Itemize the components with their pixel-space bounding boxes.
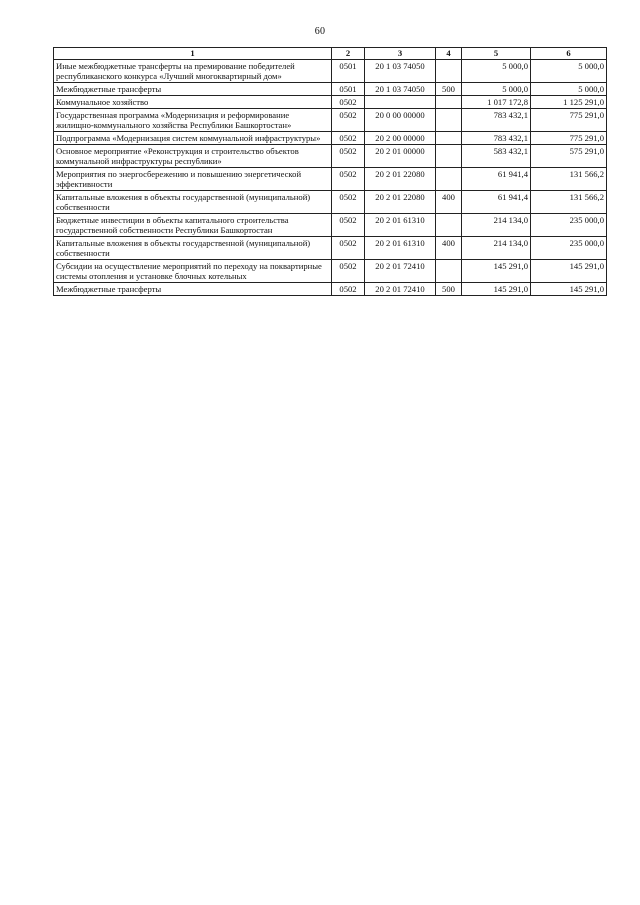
row-amount-col5: 5 000,0 <box>462 83 531 96</box>
row-expense-type <box>436 109 462 132</box>
row-expense-type <box>436 145 462 168</box>
row-expense-type <box>436 168 462 191</box>
row-expense-type <box>436 260 462 283</box>
row-expense-type: 500 <box>436 283 462 296</box>
table-header-row <box>54 48 607 60</box>
row-amount-col6: 235 000,0 <box>531 214 607 237</box>
row-expense-type <box>436 60 462 83</box>
row-amount-col5: 1 017 172,8 <box>462 96 531 109</box>
row-amount-col5: 214 134,0 <box>462 214 531 237</box>
row-amount-col5: 61 941,4 <box>462 191 531 214</box>
row-name: Основное мероприятие «Реконструкция и строительство объектов коммунальной инфраструктуры республики» <box>54 145 332 168</box>
row-name: Коммунальное хозяйство <box>54 96 332 109</box>
row-name: Мероприятия по энергосбережению и повышению энергетической эффективности <box>54 168 332 191</box>
row-expense-type: 500 <box>436 83 462 96</box>
table-row <box>54 109 607 132</box>
row-section: 0502 <box>332 237 365 260</box>
table-row <box>54 191 607 214</box>
budget-table <box>53 47 607 296</box>
row-expense-type <box>436 132 462 145</box>
table-row <box>54 132 607 145</box>
row-target-code: 20 2 01 22080 <box>365 191 436 214</box>
row-amount-col6: 235 000,0 <box>531 237 607 260</box>
row-section: 0502 <box>332 260 365 283</box>
row-target-code: 20 1 03 74050 <box>365 83 436 96</box>
row-amount-col5: 145 291,0 <box>462 260 531 283</box>
row-amount-col6: 775 291,0 <box>531 109 607 132</box>
header-cell-2: 2 <box>332 48 365 60</box>
header-cell-6: 6 <box>531 48 607 60</box>
row-name: Межбюджетные трансферты <box>54 83 332 96</box>
row-amount-col6: 5 000,0 <box>531 83 607 96</box>
row-name: Иные межбюджетные трансферты на премирование победителей республиканского конкурса «Лучший многоквартирный дом» <box>54 60 332 83</box>
row-amount-col5: 5 000,0 <box>462 60 531 83</box>
header-cell-4: 4 <box>436 48 462 60</box>
row-amount-col6: 145 291,0 <box>531 283 607 296</box>
row-target-code: 20 2 00 00000 <box>365 132 436 145</box>
row-amount-col6: 131 566,2 <box>531 168 607 191</box>
row-expense-type: 400 <box>436 237 462 260</box>
row-section: 0502 <box>332 96 365 109</box>
table-row <box>54 145 607 168</box>
row-target-code: 20 2 01 00000 <box>365 145 436 168</box>
header-cell-1: 1 <box>54 48 332 60</box>
table-row <box>54 283 607 296</box>
table-row <box>54 260 607 283</box>
table-row <box>54 237 607 260</box>
row-section: 0502 <box>332 109 365 132</box>
row-amount-col6: 1 125 291,0 <box>531 96 607 109</box>
row-amount-col6: 575 291,0 <box>531 145 607 168</box>
row-name: Бюджетные инвестиции в объекты капитального строительства государственной собственности Республики Башкортостан <box>54 214 332 237</box>
row-amount-col6: 131 566,2 <box>531 191 607 214</box>
row-expense-type: 400 <box>436 191 462 214</box>
row-expense-type <box>436 214 462 237</box>
table-row <box>54 214 607 237</box>
header-cell-5: 5 <box>462 48 531 60</box>
row-name: Капитальные вложения в объекты государственной (муниципальной) собственности <box>54 237 332 260</box>
row-target-code <box>365 96 436 109</box>
header-cell-3: 3 <box>365 48 436 60</box>
row-target-code: 20 2 01 72410 <box>365 283 436 296</box>
row-target-code: 20 2 01 22080 <box>365 168 436 191</box>
row-amount-col5: 783 432,1 <box>462 132 531 145</box>
row-name: Государственная программа «Модернизация и реформирование жилищно-коммунального хозяйства Республики Башкортостан» <box>54 109 332 132</box>
table-row <box>54 168 607 191</box>
row-target-code: 20 2 01 61310 <box>365 214 436 237</box>
row-section: 0502 <box>332 132 365 145</box>
row-target-code: 20 2 01 72410 <box>365 260 436 283</box>
row-target-code: 20 1 03 74050 <box>365 60 436 83</box>
table-row <box>54 83 607 96</box>
row-amount-col6: 145 291,0 <box>531 260 607 283</box>
page-number: 60 <box>314 26 326 37</box>
row-amount-col6: 5 000,0 <box>531 60 607 83</box>
row-section: 0502 <box>332 145 365 168</box>
row-target-code: 20 0 00 00000 <box>365 109 436 132</box>
row-name: Субсидии на осуществление мероприятий по переходу на поквартирные системы отопления и установке блочных котельных <box>54 260 332 283</box>
row-amount-col5: 145 291,0 <box>462 283 531 296</box>
row-name: Подпрограмма «Модернизация систем коммунальной инфраструктуры» <box>54 132 332 145</box>
table-row <box>54 60 607 83</box>
row-amount-col5: 61 941,4 <box>462 168 531 191</box>
row-amount-col5: 583 432,1 <box>462 145 531 168</box>
row-section: 0501 <box>332 60 365 83</box>
row-amount-col5: 214 134,0 <box>462 237 531 260</box>
row-name: Межбюджетные трансферты <box>54 283 332 296</box>
row-section: 0502 <box>332 214 365 237</box>
table-row <box>54 96 607 109</box>
row-name: Капитальные вложения в объекты государственной (муниципальной) собственности <box>54 191 332 214</box>
row-section: 0501 <box>332 83 365 96</box>
row-amount-col5: 783 432,1 <box>462 109 531 132</box>
row-amount-col6: 775 291,0 <box>531 132 607 145</box>
row-expense-type <box>436 96 462 109</box>
row-section: 0502 <box>332 191 365 214</box>
row-target-code: 20 2 01 61310 <box>365 237 436 260</box>
row-section: 0502 <box>332 168 365 191</box>
row-section: 0502 <box>332 283 365 296</box>
